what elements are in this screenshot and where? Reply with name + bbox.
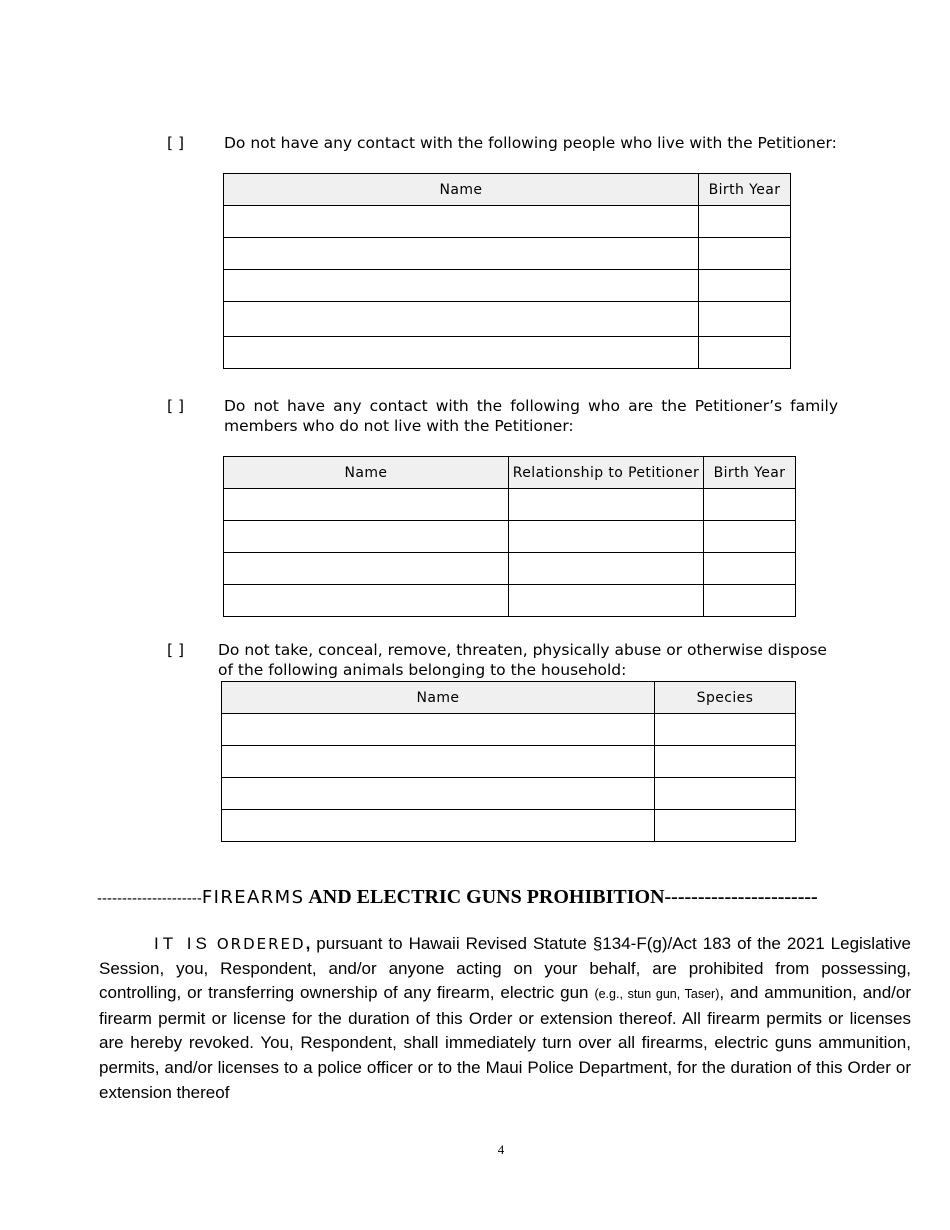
name-cell[interactable] xyxy=(222,778,655,810)
section3-checkbox[interactable]: [ ] xyxy=(167,641,185,659)
relationship-cell[interactable] xyxy=(509,521,704,553)
section2-instruction: Do not have any contact with the following who are the Petitioner’s family members who do not live with the Petitioner: xyxy=(224,397,838,435)
heading-dashes-right: ----------------------- xyxy=(664,886,818,908)
birth-year-cell[interactable] xyxy=(704,553,796,585)
table-row xyxy=(224,489,796,521)
birth-year-cell[interactable] xyxy=(704,521,796,553)
species-cell[interactable] xyxy=(655,714,796,746)
table-row xyxy=(222,746,796,778)
birth-year-cell[interactable] xyxy=(704,585,796,617)
order-body-example: (e.g., stun gun, Taser) xyxy=(594,987,720,1002)
firearms-section-heading xyxy=(97,886,917,909)
species-cell[interactable] xyxy=(655,746,796,778)
section3-item xyxy=(167,640,847,682)
section3-instruction: Do not take, conceal, remove, threaten, physically abuse or otherwise dispose of the following animals belonging to the household: xyxy=(218,641,827,679)
birth-year-cell[interactable] xyxy=(699,270,791,302)
column-header-name: Name xyxy=(224,457,509,489)
firearms-order-paragraph xyxy=(99,932,911,1105)
table-row xyxy=(224,337,791,369)
column-header-name: Name xyxy=(222,682,655,714)
household-contacts-table xyxy=(223,173,791,369)
table-row xyxy=(224,206,791,238)
column-header-species: Species xyxy=(655,682,796,714)
animals-table xyxy=(221,681,796,842)
table-header-row xyxy=(224,174,791,206)
page-number: 4 xyxy=(497,1142,505,1157)
birth-year-cell[interactable] xyxy=(699,206,791,238)
column-header-relationship: Relationship to Petitioner xyxy=(509,457,704,489)
section2-item xyxy=(167,396,839,438)
section1-instruction: Do not have any contact with the following people who live with the Petitioner: xyxy=(224,134,837,152)
column-header-birth-year: Birth Year xyxy=(699,174,791,206)
relationship-cell[interactable] xyxy=(509,489,704,521)
name-cell[interactable] xyxy=(224,521,509,553)
order-body-part2: , and ammunition, and/or firearm permit or license for the duration of this Order or extension thereof. All firearm permits or licenses are hereby revoked. You, Respondent, shall immediately turn over all firearms, electric guns ammunition, permits, and/or licenses to a police officer or to the Maui Police Department, for the duration of this Order or extension thereof xyxy=(99,983,911,1102)
section1-checkbox[interactable]: [ ] xyxy=(167,134,185,152)
heading-dashes-left: --------------------- xyxy=(97,890,202,907)
name-cell[interactable] xyxy=(224,489,509,521)
birth-year-cell[interactable] xyxy=(699,302,791,337)
relationship-cell[interactable] xyxy=(509,553,704,585)
name-cell[interactable] xyxy=(224,238,699,270)
order-comma: , xyxy=(305,934,311,953)
birth-year-cell[interactable] xyxy=(699,238,791,270)
order-ordered-word: ORDERED xyxy=(216,935,306,953)
table-row xyxy=(224,270,791,302)
column-header-birth-year: Birth Year xyxy=(704,457,796,489)
table-row xyxy=(224,585,796,617)
species-cell[interactable] xyxy=(655,778,796,810)
name-cell[interactable] xyxy=(222,714,655,746)
order-body-part1: pursuant to Hawaii Revised Statute §134-F(g)/Act 183 of the 2021 Legislative Session, you, Respondent, and/or anyone acting on your behalf, are prohibited from possessing, controlling, or transferring ownership of any firearm, electric gun xyxy=(99,934,911,1003)
heading-firearms-word: FIREARMS xyxy=(201,887,305,908)
family-contacts-table xyxy=(223,456,796,617)
name-cell[interactable] xyxy=(224,553,509,585)
table-header-row xyxy=(224,457,796,489)
birth-year-cell[interactable] xyxy=(699,337,791,369)
name-cell[interactable] xyxy=(222,746,655,778)
heading-title-rest: AND ELECTRIC GUNS PROHIBITION xyxy=(304,886,665,908)
name-cell[interactable] xyxy=(224,206,699,238)
table-row xyxy=(224,521,796,553)
table-row xyxy=(222,714,796,746)
species-cell[interactable] xyxy=(655,810,796,842)
name-cell[interactable] xyxy=(224,337,699,369)
section2-checkbox[interactable]: [ ] xyxy=(167,397,185,415)
table-row xyxy=(222,778,796,810)
table-row xyxy=(224,238,791,270)
name-cell[interactable] xyxy=(222,810,655,842)
column-header-name: Name xyxy=(224,174,699,206)
order-it-is: IT IS xyxy=(154,934,211,953)
table-row xyxy=(224,553,796,585)
birth-year-cell[interactable] xyxy=(704,489,796,521)
name-cell[interactable] xyxy=(224,270,699,302)
table-row xyxy=(222,810,796,842)
table-header-row xyxy=(222,682,796,714)
name-cell[interactable] xyxy=(224,302,699,337)
section1-item xyxy=(167,133,847,155)
relationship-cell[interactable] xyxy=(509,585,704,617)
name-cell[interactable] xyxy=(224,585,509,617)
table-row xyxy=(224,302,791,337)
